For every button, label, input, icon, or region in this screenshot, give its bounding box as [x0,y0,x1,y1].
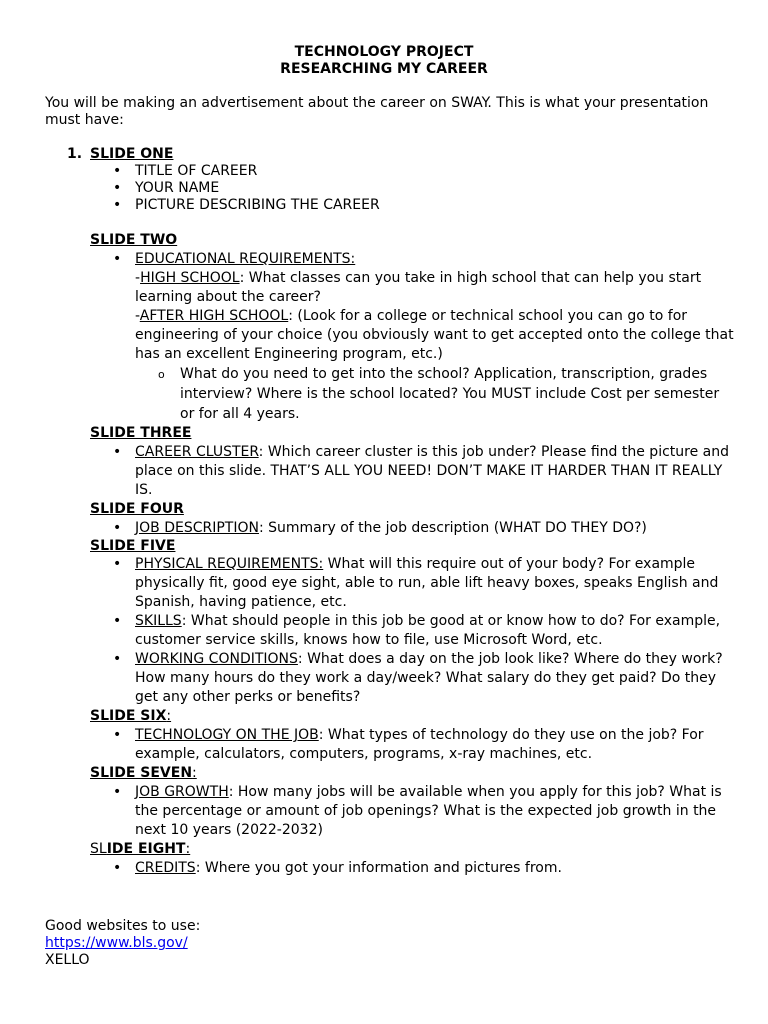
career-cluster-text: : Which career cluster is this job under? Please find the picture and place on this slide. THAT’S ALL YOU NEED! DON’T MAKE IT HARDER THAN IT REALLY IS. [135,444,729,498]
list-item [135,726,735,764]
colon: : [166,708,172,724]
slide-three-section [45,424,735,500]
technology-on-the-job-label: TECHNOLOGY ON THE JOB [135,727,319,743]
slide-six-heading [90,707,735,726]
job-growth-text: : How many jobs will be available when you apply for this job? What is the percentage or amount of job openings? What is the expected job growth in the next 10 years (2022-2032) [135,784,722,838]
slide-five-list [135,555,735,707]
slide-three-heading: SLIDE THREE [90,425,192,441]
list-item: • YOUR NAME [135,180,735,197]
slide-four-heading: SLIDE FOUR [90,501,184,517]
slide-three-list [135,443,735,500]
intro-paragraph: You will be making an advertisement about the career on SWAY. This is what your presentation must have: [45,95,709,128]
colon: : [185,841,191,857]
job-description-text: : Summary of the job description (WHAT DO THEY DO?) [258,520,647,536]
slide-five-section [45,538,735,707]
slide-five-heading: SLIDE FIVE [90,538,176,554]
slide-seven-heading-text: SLIDE SEVEN [90,765,193,781]
dash: - [135,270,141,286]
slide-eight-section [45,840,735,878]
list-item: • PICTURE DESCRIBING THE CAREER [135,197,735,214]
slide-six-heading-text: SLIDE SIX [90,708,167,724]
list-item [135,519,735,538]
slide-eight-list [135,859,735,878]
physical-requirements-text: What will this require out of your body? For example physically fit, good eye sight, able to run, able lift heavy boxes, speaks English and Spanish, having patience, etc. [135,556,719,610]
list-item [135,783,735,840]
dash: - [135,308,140,324]
job-description-label: JOB DESCRIPTION [135,520,259,536]
physical-requirements-label: PHYSICAL REQUIREMENTS: [135,556,324,572]
slide-two-heading: SLIDE TWO [90,232,178,248]
slide-four-section [45,500,735,538]
sub-list-item: o What do you need to get into the school? Application, transcription, grades interview? Where is the school located? You MUST include Cost per semester or for all 4 years. [180,364,735,424]
slide-seven-heading [90,764,735,783]
credits-text: : Where you got your information and pictures from. [195,860,562,876]
footer-section [45,918,200,969]
list-item [135,250,735,424]
job-growth-label: JOB GROWTH [135,784,229,800]
bls-link[interactable]: https://www.bls.gov/ [45,935,188,951]
credits-label: CREDITS [135,860,196,876]
list-item [135,612,735,650]
list-item [135,443,735,500]
slide-two-section [45,231,735,424]
websites-label: Good websites to use: [45,918,201,934]
skills-label: SKILLS [135,613,182,629]
slide-six-list [135,726,735,764]
colon: : [192,765,197,781]
slide-one-section [45,146,735,214]
list-item [135,555,735,612]
document-page [45,44,735,878]
list-number: 1. [67,146,83,162]
slide-four-list [135,519,735,538]
slide-eight-heading-prefix: SL [90,841,107,857]
working-conditions-label: WORKING CONDITIONS [135,651,298,667]
slide-six-section [45,707,735,764]
slide-seven-list [135,783,735,840]
slide-one-heading: SLIDE ONE [90,146,174,162]
title-line-2: RESEARCHING MY CAREER [280,61,488,77]
list-item [135,650,735,707]
slide-one-list [135,163,735,214]
slide-eight-heading [90,840,735,859]
career-cluster-label: CAREER CLUSTER [135,444,259,460]
high-school-label: HIGH SCHOOL [140,270,240,286]
title-line-1: TECHNOLOGY PROJECT [294,44,474,60]
list-item [135,859,735,878]
document-title [0,44,768,78]
skills-text: : What should people in this job be good at or know how to do? For example, customer service skills, knows how to file, use Microsoft Word, etc. [135,613,721,648]
slide-seven-section [45,764,735,840]
educational-requirements-label: EDUCATIONAL REQUIREMENTS: [135,251,356,267]
working-conditions-text: : What does a day on the job look like? Where do they work? How many hours do they work a day/week? What salary do they get paid? Do they get any other perks or benefits? [135,651,723,705]
xello-text: XELLO [45,952,90,968]
slide-two-list [135,250,735,424]
list-item: • TITLE OF CAREER [135,163,735,180]
slide-eight-heading-text: IDE EIGHT [106,841,186,857]
technology-on-the-job-text: : What types of technology do they use on the job? For example, calculators, computers, programs, x-ray machines, etc. [135,727,704,762]
after-high-school-label: AFTER HIGH SCHOOL [139,308,289,324]
after-high-school-text: : (Look for a college or technical school you can go to for engineering of your choice (you obviously want to get accepted onto the college that has an excellent Engineering program, etc.) [135,308,734,362]
high-school-text: : What classes can you take in high school that can help you start learning about the career? [135,270,702,305]
